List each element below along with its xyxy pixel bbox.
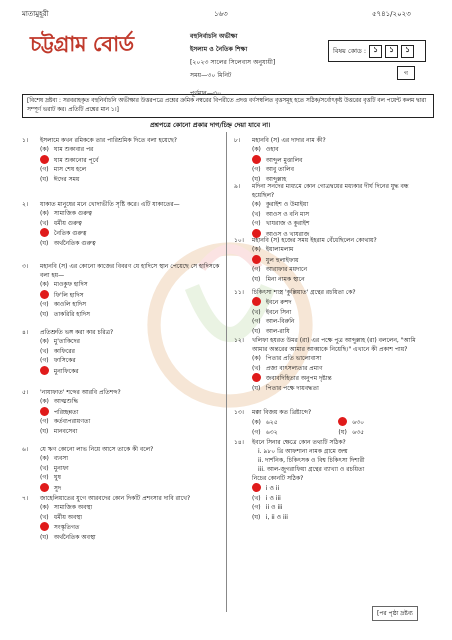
answer-option[interactable] bbox=[40, 209, 220, 219]
question bbox=[22, 388, 220, 436]
question-subprompt: নিচের কোনটি সঠিক? bbox=[252, 475, 304, 482]
option-letter: (গ) bbox=[252, 266, 261, 273]
question-text: মহানবি (স) এর কোনো কাজের বিবরণ যে হাদিসে স্থান পেয়েছে সে হাদিসকে বলা হয়— bbox=[40, 263, 220, 279]
option-letter: (ক) bbox=[252, 146, 261, 153]
option-list bbox=[40, 397, 220, 436]
option-letter: (ঘ) bbox=[252, 384, 261, 392]
option-label: ঘুষ bbox=[52, 474, 61, 481]
question-statement: i. ৯৮০ খ্রি আফশানা নামক গ্রামে জন্ম bbox=[258, 448, 348, 455]
filled-answer-bubble bbox=[40, 522, 49, 531]
answer-option[interactable] bbox=[40, 219, 220, 229]
answer-option[interactable] bbox=[40, 280, 220, 290]
option-label: আব্দুল্লাহ bbox=[264, 175, 287, 183]
option-label: ৬৩৫ bbox=[350, 428, 364, 436]
option-list bbox=[40, 280, 220, 319]
code-digit: ১ bbox=[385, 45, 398, 58]
option-label: ওহাব bbox=[264, 146, 279, 153]
question bbox=[22, 328, 220, 376]
code-digit: ১ bbox=[369, 45, 382, 58]
option-label: ii ও iii bbox=[264, 504, 283, 511]
question-text: খলিফা হযরত উমর (রা) এর পক্ষে পুত্র আব্দুল্লাহ (রা) বললেন, "আমি আমার অন্তরের আমার আব্বাকে নিয়েছি।" এখানে কী প্রকাশ পায়? bbox=[252, 337, 416, 353]
option-label: জবাবদিহিতার অনুপম দৃষ্টান্ত bbox=[264, 375, 332, 382]
syllabus-note: [২০২৩ সালের সিলেবাস অনুযায়ী] bbox=[190, 59, 276, 66]
answer-option[interactable] bbox=[252, 364, 432, 374]
option-letter: (খ) bbox=[40, 464, 49, 472]
option-label: সংস্কৃতিগত bbox=[52, 524, 80, 531]
filled-answer-bubble bbox=[40, 155, 49, 164]
question-text: চিকিৎসা শাস্ত্র 'কুল্লিয়াত' গ্রন্থের রচয়িতা কে? bbox=[252, 289, 356, 296]
question-text: মদিনা সনদের মাধ্যমে কোন গোত্রদ্বয়ের মধ্যকার দীর্ঘ দিনের যুদ্ধ বন্ধ হয়েছিল? bbox=[252, 183, 409, 199]
option-label: ৬২৫ bbox=[264, 419, 278, 426]
option-letter: (ঘ) bbox=[252, 175, 261, 183]
option-label: তাকরিরি হাদিস bbox=[52, 310, 91, 318]
option-label: নৈতিক গুরুত্ব bbox=[52, 230, 87, 237]
question-number: ১। bbox=[22, 137, 29, 144]
question-number: ৮। bbox=[234, 137, 241, 144]
option-letter: (ক) bbox=[40, 210, 49, 217]
series-label: মাতামুহূরী bbox=[22, 10, 49, 18]
option-label: পরিচ্ছন্নতা bbox=[52, 408, 79, 416]
exam-type: বহুনির্বাচনি অভীক্ষা bbox=[190, 33, 238, 40]
filled-answer-bubble bbox=[252, 155, 261, 164]
option-letter: (গ) bbox=[252, 504, 261, 511]
question-text: যে ঋণ কোনো লাভ নিয়ে আসে তাকে কী বলে? bbox=[40, 446, 154, 453]
option-letter: (ঘ) bbox=[40, 427, 49, 435]
question bbox=[234, 336, 432, 393]
question-text: মক্কা বিজয় কত খ্রিষ্টাব্দে? bbox=[252, 409, 312, 416]
filled-answer-bubble bbox=[40, 290, 49, 299]
option-label: ঈদের সময় bbox=[52, 175, 80, 183]
code-digit: ১ bbox=[401, 45, 414, 58]
option-label: ফাসিকের bbox=[52, 357, 76, 364]
option-list bbox=[40, 337, 220, 376]
question-number: ১৩। bbox=[234, 409, 244, 416]
subject-code-label: বিষয় কোড : bbox=[333, 46, 367, 55]
question-number: ৬। bbox=[22, 446, 29, 453]
answer-option[interactable] bbox=[40, 175, 220, 185]
option-letter: (খ) bbox=[40, 219, 49, 227]
column-divider bbox=[226, 132, 227, 612]
question-text: প্রতিশ্রুতি ভঙ্গ করা কার চরিত্র? bbox=[40, 329, 114, 336]
option-label: কাফিরের bbox=[52, 347, 75, 355]
option-letter: (ঘ) bbox=[40, 310, 49, 318]
answer-option[interactable] bbox=[40, 454, 220, 464]
option-label: i, ii ও iii bbox=[264, 513, 288, 521]
option-label: আওস ও খাযরাজ bbox=[264, 230, 310, 238]
answer-option[interactable] bbox=[40, 522, 220, 533]
question-text: 'নাযাফাত' শব্দের আরবি প্রতিশব্দ? bbox=[40, 389, 121, 396]
answer-option[interactable] bbox=[40, 533, 220, 543]
answer-option[interactable] bbox=[252, 245, 432, 255]
answer-option[interactable] bbox=[338, 428, 424, 438]
answer-option[interactable] bbox=[40, 239, 220, 249]
next-page-note: [পর পৃষ্ঠা দ্রষ্টব্য bbox=[372, 606, 418, 621]
answer-option[interactable] bbox=[252, 255, 432, 266]
option-letter: (ঘ) bbox=[252, 275, 261, 283]
answer-option[interactable] bbox=[40, 407, 220, 418]
option-letter: (ক) bbox=[40, 146, 49, 153]
answer-option[interactable] bbox=[40, 337, 220, 347]
answer-option[interactable] bbox=[252, 200, 432, 210]
answer-option[interactable] bbox=[338, 417, 424, 428]
option-label: আল-রাযি bbox=[264, 327, 290, 335]
question bbox=[22, 445, 220, 493]
option-label: ৬৩০ bbox=[350, 419, 365, 426]
question bbox=[234, 408, 432, 437]
option-list bbox=[40, 503, 220, 542]
option-label: আওস ও বনি মাস bbox=[264, 210, 310, 218]
option-label: সুদ bbox=[52, 484, 62, 492]
option-list bbox=[252, 245, 432, 284]
option-list bbox=[252, 297, 432, 336]
option-letter: (গ) bbox=[252, 318, 261, 325]
answer-option[interactable] bbox=[252, 155, 432, 166]
option-letter: (ক) bbox=[40, 338, 49, 345]
question-number: ৩। bbox=[22, 263, 29, 270]
answer-option[interactable] bbox=[40, 513, 220, 523]
option-list bbox=[40, 145, 220, 184]
option-label: খাযরাজ ও কুরাইশ bbox=[264, 220, 310, 227]
question-statement: ii. দার্শনিক, চিকিৎসক ও বিশ্ব চিকিৎসা দিশারী bbox=[258, 457, 365, 464]
subject-code-box bbox=[328, 40, 426, 62]
option-list bbox=[252, 354, 432, 393]
answer-option[interactable] bbox=[252, 373, 432, 384]
option-list bbox=[40, 454, 220, 493]
option-letter: (ঘ) bbox=[40, 533, 49, 541]
answer-option[interactable] bbox=[252, 354, 432, 364]
option-label: ঘাম শুকাবার পর bbox=[52, 146, 94, 153]
option-label: যুল হুলাইফায় bbox=[264, 256, 299, 264]
option-letter: (খ) bbox=[252, 308, 261, 316]
option-letter: (গ) bbox=[40, 474, 49, 481]
option-letter: (খ) bbox=[252, 494, 261, 502]
option-label: আবু তালিব bbox=[264, 166, 294, 173]
answer-option[interactable] bbox=[40, 483, 220, 494]
exam-time: সময়—৩০ মিনিট bbox=[190, 72, 232, 79]
question-number: ৯। bbox=[234, 183, 241, 190]
answer-option[interactable] bbox=[252, 428, 338, 438]
answer-option[interactable] bbox=[252, 308, 432, 318]
option-label: মুনাফা bbox=[52, 464, 69, 472]
option-letter: (খ) bbox=[40, 347, 49, 355]
option-letter: (গ) bbox=[252, 166, 261, 173]
option-label: মাস শেষ হলে bbox=[52, 166, 87, 173]
question-text: মহানবি (স) এর দাদার নাম কী? bbox=[252, 137, 326, 144]
filled-answer-bubble bbox=[338, 417, 347, 426]
answer-option[interactable] bbox=[252, 219, 432, 229]
option-letter: (ক) bbox=[252, 246, 261, 253]
question bbox=[234, 182, 432, 239]
option-label: ঘাম শুকানোর পূর্বে bbox=[52, 156, 99, 164]
board-title: চট্টগ্রাম বোর্ড bbox=[30, 31, 134, 56]
code-reference: ৫৭৪১/২০২৩ bbox=[372, 10, 411, 18]
option-label: সামাজিক গুরুত্ব bbox=[52, 210, 93, 217]
option-label: আত্মশুদ্ধি bbox=[52, 398, 78, 405]
option-list bbox=[252, 417, 432, 437]
page-number: ১৬৩ bbox=[214, 10, 228, 18]
answer-option[interactable] bbox=[40, 417, 220, 427]
question bbox=[234, 438, 432, 522]
option-letter: (ক) bbox=[40, 398, 49, 405]
option-letter: (ক) bbox=[40, 455, 49, 462]
filled-answer-bubble bbox=[252, 483, 261, 492]
option-letter: (ক) bbox=[252, 419, 261, 426]
option-label: ইয়ালামলাম bbox=[264, 246, 294, 253]
answer-option[interactable] bbox=[252, 327, 432, 337]
option-letter: (ক) bbox=[252, 355, 261, 362]
answer-option[interactable] bbox=[252, 513, 432, 523]
option-label: অর্থনৈতিক অবস্থা bbox=[52, 533, 96, 541]
special-notice: [বিশেষ দ্রষ্টব্য : সরবরাহকৃত বহুনির্বাচনি অভীক্ষার উত্তরপত্রে প্রশ্নের ক্রমিক নম্বরের বিপরীতে প্রদত্ত বর্ণসম্বলিত বৃত্তসমূহ হতে সঠিক/সর্বোৎকৃষ্ট উত্তরের বৃত্তটি বল পয়েন্ট কলম দ্বারা সম্পূর্ণ ভরাট কর। প্রতিটি প্রশ্নের মান ১।] bbox=[22, 94, 434, 118]
option-letter: (খ) bbox=[40, 513, 49, 521]
option-label: আল-বিরুনি bbox=[264, 318, 295, 325]
question-number: ১০। bbox=[234, 237, 244, 244]
answer-option[interactable] bbox=[40, 347, 220, 357]
question-text: যাকাত মানুষের মনে খোদাভীতি সৃষ্টি করে। এটি যাকাতের— bbox=[40, 201, 180, 208]
question-number: ১২। bbox=[234, 337, 244, 344]
answer-option[interactable] bbox=[252, 145, 432, 155]
filled-answer-bubble bbox=[40, 366, 49, 375]
answer-option[interactable] bbox=[252, 317, 432, 327]
option-label: মাওকুফ হাদিস bbox=[52, 281, 88, 288]
answer-option[interactable] bbox=[252, 165, 432, 175]
filled-answer-bubble bbox=[40, 228, 49, 237]
answer-option[interactable] bbox=[40, 165, 220, 175]
option-letter: (ক) bbox=[40, 504, 49, 511]
option-label: মিনা নামক স্থানে bbox=[264, 275, 305, 283]
question-text: জাহেলিয়াতের যুগে আরবদের কোন দিকটি প্রশংসার দাবি রাখে? bbox=[40, 495, 191, 502]
subject-name: ইসলাম ও নৈতিক শিক্ষা bbox=[190, 46, 248, 53]
option-label: ফি'লি হাদিস bbox=[52, 291, 84, 299]
exam-info bbox=[190, 30, 275, 82]
instruction: প্রশ্নপত্রে কোনো প্রকার দাগ/চিহ্ন দেয়া যাবে না। bbox=[150, 121, 271, 129]
set-code: গ bbox=[397, 66, 415, 80]
filled-answer-bubble bbox=[252, 373, 261, 382]
question bbox=[22, 136, 220, 184]
option-letter: (গ) bbox=[40, 418, 49, 425]
option-label: আরাফার ময়দানে bbox=[264, 266, 308, 273]
filled-answer-bubble bbox=[252, 297, 261, 306]
answer-option[interactable] bbox=[252, 503, 432, 513]
option-label: কুরাইশ ও উমাইয়া bbox=[264, 201, 309, 208]
question-text: ইসলামে কখন রমিককে তার পারিশ্রমিক দিতে বলা হয়েছে? bbox=[40, 137, 177, 144]
question-number: ৪। bbox=[22, 329, 29, 336]
option-letter: (খ) bbox=[252, 210, 261, 218]
question-number: ১৪। bbox=[234, 439, 244, 446]
option-label: ৬৩২ bbox=[264, 428, 278, 436]
question-statement: iii. আল-জুগরাফিয়া গ্রন্থের ব্যাখ্যা ও রচয়িতা bbox=[258, 466, 365, 473]
question-text: ইবনে সিনার ক্ষেত্রে কোন তথ্যটি সঠিক? bbox=[252, 439, 346, 446]
answer-option[interactable] bbox=[40, 155, 220, 166]
answer-option[interactable] bbox=[252, 384, 432, 394]
option-letter: (ঘ) bbox=[40, 239, 49, 247]
question bbox=[234, 288, 432, 336]
option-list bbox=[252, 200, 432, 239]
filled-answer-bubble bbox=[40, 483, 49, 492]
option-letter: (গ) bbox=[40, 357, 49, 364]
option-label: সামাজিক অবস্থা bbox=[52, 504, 93, 511]
option-letter: (খ) bbox=[252, 364, 261, 372]
answer-option[interactable] bbox=[252, 210, 432, 220]
answer-option[interactable] bbox=[40, 356, 220, 366]
option-label: ধর্মীয় গুরুত্ব bbox=[52, 219, 82, 227]
option-label: প্রজা বাৎসল্যতার প্রমাণ bbox=[264, 364, 323, 372]
question bbox=[22, 200, 220, 248]
answer-option[interactable] bbox=[40, 145, 220, 155]
option-letter: (ঘ) bbox=[40, 175, 49, 183]
option-letter: (গ) bbox=[252, 428, 261, 436]
option-list bbox=[252, 145, 432, 184]
answer-option[interactable] bbox=[40, 473, 220, 483]
option-letter: (গ) bbox=[252, 220, 261, 227]
answer-option[interactable] bbox=[252, 275, 432, 285]
question-text: মহানবি (স) হজের সময় ইহরাম বেঁধেছিলেন কোথায়? bbox=[252, 237, 377, 244]
option-list bbox=[40, 209, 220, 248]
question-number: ১১। bbox=[234, 289, 244, 296]
option-letter: (ক) bbox=[40, 281, 49, 288]
option-label: ইবনে রুশদ bbox=[264, 299, 292, 306]
option-label: মুনাফিকের bbox=[52, 367, 79, 375]
option-label: আব্দুল মুত্তালিব bbox=[264, 156, 303, 164]
answer-option[interactable] bbox=[40, 300, 220, 310]
answer-option[interactable] bbox=[40, 427, 220, 437]
option-label: ধর্মীয় অবস্থা bbox=[52, 513, 83, 521]
answer-option[interactable] bbox=[252, 297, 432, 308]
filled-answer-bubble bbox=[40, 407, 49, 416]
filled-answer-bubble bbox=[252, 255, 261, 264]
question bbox=[22, 494, 220, 542]
option-label: কাওলি হাদিস bbox=[52, 301, 87, 308]
full-marks: পূর্ণমান—৩০ bbox=[190, 90, 222, 97]
option-letter: (ঘ) bbox=[338, 428, 347, 436]
question-number: ৫। bbox=[22, 389, 29, 396]
option-label: মানবসেবা bbox=[52, 427, 78, 435]
option-label: পিতার পক্ষে দায়বদ্ধতা bbox=[264, 384, 319, 392]
answer-option[interactable] bbox=[40, 366, 220, 377]
answer-option[interactable] bbox=[252, 494, 432, 504]
option-label: মু'তাকিদের bbox=[52, 338, 80, 345]
answer-option[interactable] bbox=[40, 503, 220, 513]
answer-option[interactable] bbox=[40, 228, 220, 239]
question-number: ৭। bbox=[22, 495, 29, 502]
question-number: ২। bbox=[22, 201, 29, 208]
option-letter: (ক) bbox=[252, 201, 261, 208]
question bbox=[234, 236, 432, 284]
option-letter: (গ) bbox=[40, 166, 49, 173]
option-label: ব্যবসা bbox=[52, 455, 69, 462]
option-label: অর্থনৈতিক গুরুত্ব bbox=[52, 239, 96, 247]
option-letter: (ঘ) bbox=[252, 513, 261, 521]
answer-option[interactable] bbox=[40, 464, 220, 474]
answer-option[interactable] bbox=[252, 265, 432, 275]
option-label: i ও ii bbox=[264, 485, 280, 492]
answer-option[interactable] bbox=[40, 290, 220, 301]
question bbox=[22, 262, 220, 319]
answer-option[interactable] bbox=[40, 397, 220, 407]
option-letter: (ঘ) bbox=[252, 327, 261, 335]
option-label: ইবনে সিনা bbox=[264, 308, 292, 316]
answer-option[interactable] bbox=[252, 418, 338, 428]
option-label: পিতার প্রতি ভালোবাসা bbox=[264, 355, 322, 362]
answer-option[interactable] bbox=[40, 310, 220, 320]
option-list bbox=[252, 483, 432, 522]
option-letter: (গ) bbox=[40, 301, 49, 308]
answer-option[interactable] bbox=[252, 483, 432, 494]
option-label: কর্তব্যপরায়ণতা bbox=[52, 418, 91, 425]
option-label: i ও iii bbox=[264, 494, 281, 502]
question bbox=[234, 136, 432, 184]
